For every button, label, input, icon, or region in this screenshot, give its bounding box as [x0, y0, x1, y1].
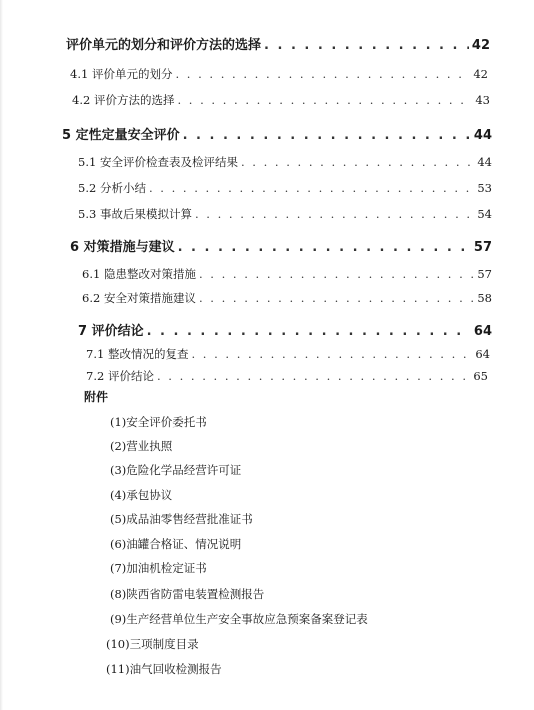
toc-entry-label: 5.3 事故后果模拟计算: [78, 207, 192, 221]
toc-leader-dots: [264, 38, 469, 53]
toc-entry-label: 5.1 安全评价检查表及检评结果: [78, 155, 238, 169]
toc-entry-chapter-4: [66, 34, 490, 53]
toc-entry-label: 7.1 整改情况的复查: [86, 347, 189, 361]
toc-entry-page: 64: [473, 324, 492, 339]
attachment-item: (2)营业执照: [110, 439, 173, 453]
toc-entry-page: 53: [477, 181, 492, 195]
attachment-item: (5)成品油零售经营批准证书: [110, 512, 253, 526]
toc-entry-chapter-6: [70, 236, 492, 255]
toc-leader-dots: [149, 181, 474, 195]
toc-leader-dots: [199, 267, 474, 281]
toc-entry-page: 42: [473, 67, 488, 81]
toc-entry-label: 评价单元的划分和评价方法的选择: [66, 38, 262, 53]
toc-entry-6-2: [82, 290, 492, 306]
toc-entry-page: 57: [477, 267, 492, 281]
toc-entry-page: 54: [477, 207, 492, 221]
toc-entry-label: 5 定性定量安全评价: [62, 128, 180, 143]
toc-leader-dots: [157, 369, 470, 383]
toc-entry-5-1: [78, 154, 492, 170]
toc-entry-label: 4.2 评价方法的选择: [72, 93, 175, 107]
scan-edge: [0, 0, 3, 710]
attachment-item: (1)安全评价委托书: [110, 415, 207, 429]
toc-entry-page: 44: [477, 155, 492, 169]
toc-leader-dots: [183, 128, 471, 143]
attachment-item: (11)油气回收检测报告: [106, 662, 222, 676]
toc-entry-label: 7 评价结论: [78, 324, 144, 339]
toc-entry-label: 6 对策措施与建议: [70, 240, 175, 255]
toc-entry-5-3: [78, 206, 492, 222]
toc-entry-label: 6.1 隐患整改对策措施: [82, 267, 196, 281]
toc-entry-page: 65: [473, 369, 488, 383]
toc-leader-dots: [147, 324, 471, 339]
attachment-item: (7)加油机检定证书: [110, 561, 207, 575]
toc-entry-page: 57: [473, 240, 492, 255]
toc-leader-dots: [177, 93, 472, 107]
toc-entry-page: 43: [475, 93, 490, 107]
attachment-item: (9)生产经营单位生产安全事故应急预案备案登记表: [110, 612, 368, 626]
toc-entry-page: 64: [475, 347, 490, 361]
toc-leader-dots: [241, 155, 474, 169]
toc-leader-dots: [178, 240, 471, 255]
toc-entry-4-2: [72, 92, 490, 108]
toc-entry-5-2: [78, 180, 492, 196]
toc-entry-7-1: [86, 346, 490, 362]
toc-entry-label: 5.2 分析小结: [78, 181, 146, 195]
toc-leader-dots: [199, 291, 474, 305]
toc-leader-dots: [191, 347, 472, 361]
toc-entry-page: 44: [473, 128, 492, 143]
toc-entry-4-1: [70, 66, 488, 82]
toc-entry-6-1: [82, 266, 492, 282]
attachments-heading: 附件: [84, 390, 109, 404]
toc-leader-dots: [195, 207, 474, 221]
attachment-item: (10)三项制度目录: [106, 637, 199, 651]
toc-entry-label: 4.1 评价单元的划分: [70, 67, 173, 81]
attachment-item: (4)承包协议: [110, 488, 173, 502]
attachment-item: (6)油罐合格证、情况说明: [110, 537, 242, 551]
toc-entry-label: 7.2 评价结论: [86, 369, 154, 383]
toc-entry-chapter-5: [62, 124, 492, 143]
toc-entry-7-2: [86, 368, 488, 384]
toc-entry-page: 58: [477, 291, 492, 305]
toc-entry-page: 42: [471, 38, 490, 53]
toc-entry-chapter-7: [78, 320, 492, 339]
attachment-item: (3)危险化学品经营许可证: [110, 463, 242, 477]
toc-leader-dots: [175, 67, 470, 81]
toc-entry-label: 6.2 安全对策措施建议: [82, 291, 196, 305]
attachment-item: (8)陕西省防雷电装置检测报告: [110, 587, 265, 601]
